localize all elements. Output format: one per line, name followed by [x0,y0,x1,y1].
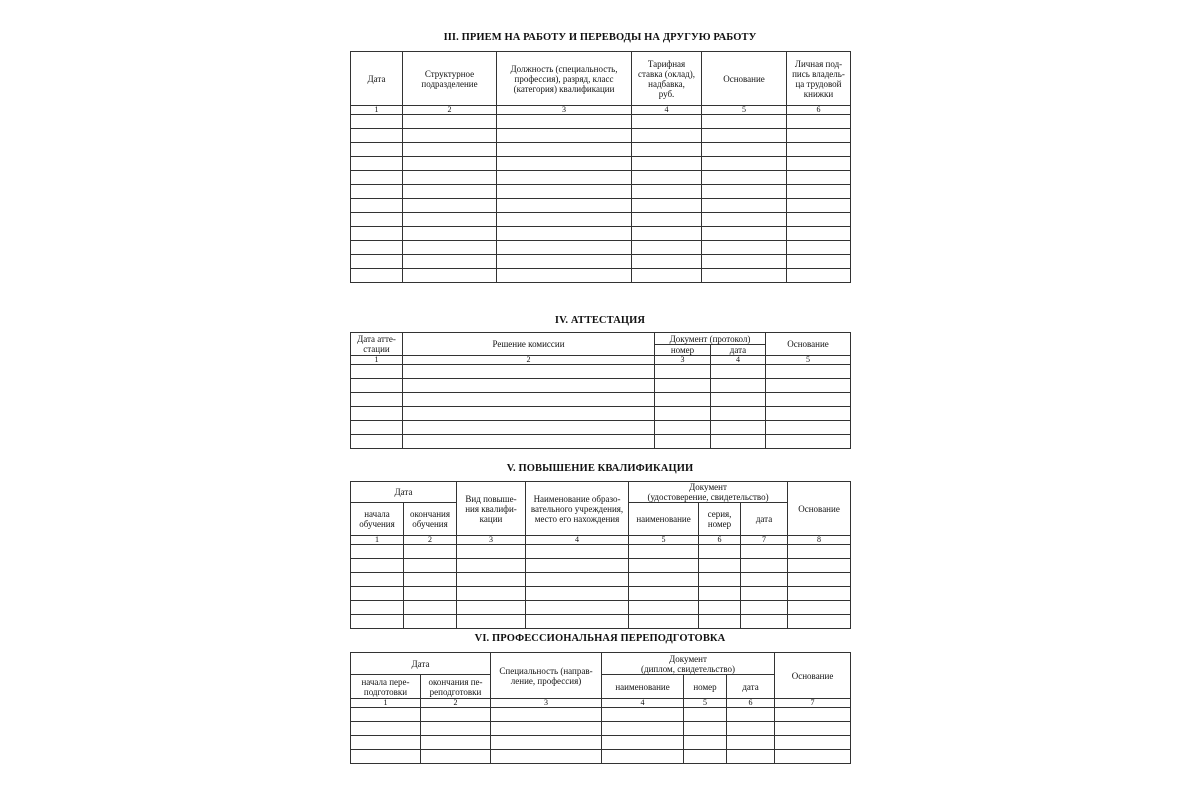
cell[interactable] [766,393,851,407]
qualification-upgrade-table [350,481,851,629]
cell[interactable] [457,615,526,629]
cell[interactable] [351,407,403,421]
cell[interactable] [727,736,775,750]
section-3-title: III. ПРИЕМ НА РАБОТУ И ПЕРЕВОДЫ НА ДРУГУЮ РАБОТУ [443,32,757,43]
cell[interactable] [775,708,851,722]
cell[interactable] [741,615,788,629]
col-header-number: номер [655,345,711,356]
table-row[interactable] [351,269,851,283]
cell[interactable] [629,573,699,587]
cell[interactable] [403,213,497,227]
cell[interactable] [526,559,629,573]
col-number: 1 [351,536,404,545]
cell[interactable] [457,573,526,587]
cell[interactable] [457,559,526,573]
cell[interactable] [351,379,403,393]
cell[interactable] [491,708,602,722]
table-row[interactable] [351,255,851,269]
cell[interactable] [702,269,787,283]
cell[interactable] [403,255,497,269]
cell[interactable] [526,615,629,629]
blank-rows [351,708,851,764]
table-row[interactable] [351,143,851,157]
cell[interactable] [699,587,741,601]
cell[interactable] [497,269,632,283]
cell[interactable] [787,143,851,157]
cell[interactable] [655,435,711,449]
table-row[interactable] [351,365,851,379]
table-row[interactable] [351,601,851,615]
cell[interactable] [702,115,787,129]
cell[interactable] [403,227,497,241]
cell[interactable] [699,573,741,587]
cell[interactable] [787,171,851,185]
cell[interactable] [655,379,711,393]
col-number: 4 [711,356,766,365]
cell[interactable] [403,393,655,407]
col-number: 5 [684,699,727,708]
col-number: 4 [632,106,702,115]
cell[interactable] [787,199,851,213]
cell[interactable] [787,185,851,199]
cell[interactable] [787,269,851,283]
cell[interactable] [497,115,632,129]
cell[interactable] [655,393,711,407]
cell[interactable] [787,129,851,143]
col-number: 6 [787,106,851,115]
cell[interactable] [629,545,699,559]
table-row[interactable] [351,241,851,255]
col-header-doc-date: дата [741,503,788,536]
col-number: 2 [403,356,655,365]
cell[interactable] [403,435,655,449]
header-row [351,482,851,503]
col-header-end: окончания пе- реподготовки [421,675,491,699]
col-header-document: Документ (удостоверение, свидетельство) [629,482,788,503]
cell[interactable] [491,722,602,736]
column-number-row [351,356,851,365]
cell[interactable] [775,722,851,736]
table-row[interactable] [351,407,851,421]
cell[interactable] [403,407,655,421]
cell[interactable] [741,559,788,573]
cell[interactable] [766,379,851,393]
col-number: 6 [727,699,775,708]
cell[interactable] [497,171,632,185]
table-row[interactable] [351,171,851,185]
cell[interactable] [766,435,851,449]
col-header-basis: Основание [788,482,851,536]
col-header-doc-date: дата [727,675,775,699]
cell[interactable] [711,365,766,379]
cell[interactable] [351,129,403,143]
cell[interactable] [702,199,787,213]
cell[interactable] [684,750,727,764]
cell[interactable] [699,545,741,559]
table-row[interactable] [351,115,851,129]
cell[interactable] [351,708,421,722]
cell[interactable] [351,171,403,185]
table-row[interactable] [351,129,851,143]
table-row[interactable] [351,393,851,407]
col-header-date: Дата [351,52,403,106]
table-row[interactable] [351,559,851,573]
cell[interactable] [497,157,632,171]
cell[interactable] [655,407,711,421]
cell[interactable] [403,171,497,185]
cell[interactable] [351,601,404,615]
cell[interactable] [351,421,403,435]
cell[interactable] [702,241,787,255]
col-number: 2 [404,536,457,545]
cell[interactable] [632,157,702,171]
cell[interactable] [602,750,684,764]
cell[interactable] [711,435,766,449]
col-header-document: Документ (протокол) [655,333,766,345]
col-number: 2 [421,699,491,708]
cell[interactable] [403,241,497,255]
cell[interactable] [684,736,727,750]
cell[interactable] [403,421,655,435]
table-row[interactable] [351,213,851,227]
cell[interactable] [351,157,403,171]
cell[interactable] [351,545,404,559]
cell[interactable] [351,365,403,379]
cell[interactable] [632,171,702,185]
cell[interactable] [497,185,632,199]
blank-rows [351,365,851,449]
cell[interactable] [766,365,851,379]
cell[interactable] [787,115,851,129]
cell[interactable] [727,722,775,736]
cell[interactable] [727,750,775,764]
col-number: 4 [526,536,629,545]
cell[interactable] [602,708,684,722]
cell[interactable] [788,573,851,587]
table-row[interactable] [351,199,851,213]
col-number: 7 [775,699,851,708]
col-number: 3 [497,106,632,115]
cell[interactable] [351,213,403,227]
col-header-rate: Тарифная ставка (оклад), надбавка, руб. [632,52,702,106]
table-row[interactable] [351,379,851,393]
cell[interactable] [403,157,497,171]
cell[interactable] [351,559,404,573]
header-row [351,653,851,675]
col-header-kind: Вид повыше- ния квалифи- кации [457,482,526,536]
cell[interactable] [403,379,655,393]
table-row[interactable] [351,421,851,435]
cell[interactable] [404,545,457,559]
col-header-position: Должность (специальность, профессия), разряд, класс (категория) квалификации [497,52,632,106]
cell[interactable] [351,227,403,241]
cell[interactable] [526,587,629,601]
col-header-end: окончания обучения [404,503,457,536]
col-header-date: Дата атте- стации [351,333,403,356]
table-row[interactable] [351,722,851,736]
cell[interactable] [788,587,851,601]
col-number: 2 [403,106,497,115]
section-5-title: V. ПОВЫШЕНИЕ КВАЛИФИКАЦИИ [506,463,694,474]
cell[interactable] [632,185,702,199]
cell[interactable] [766,407,851,421]
col-header-basis: Основание [766,333,851,356]
cell[interactable] [787,255,851,269]
col-header-doc-date: дата [711,345,766,356]
col-number: 8 [788,536,851,545]
col-header-date: Дата [351,653,491,675]
cell[interactable] [403,185,497,199]
col-header-basis: Основание [702,52,787,106]
col-header-date: Дата [351,482,457,503]
cell[interactable] [699,559,741,573]
col-number: 1 [351,699,421,708]
cell[interactable] [403,365,655,379]
cell[interactable] [351,269,403,283]
cell[interactable] [497,227,632,241]
cell[interactable] [497,213,632,227]
cell[interactable] [788,601,851,615]
col-header-start: начала пере- подготовки [351,675,421,699]
col-number: 3 [655,356,711,365]
cell[interactable] [632,115,702,129]
attestation-table [350,332,851,449]
cell[interactable] [629,587,699,601]
cell[interactable] [711,393,766,407]
col-header-start: начала обучения [351,503,404,536]
col-number: 1 [351,356,403,365]
retraining-table [350,652,851,764]
cell[interactable] [351,241,403,255]
cell[interactable] [403,115,497,129]
cell[interactable] [629,601,699,615]
cell[interactable] [404,573,457,587]
cell[interactable] [497,143,632,157]
cell[interactable] [741,545,788,559]
cell[interactable] [497,129,632,143]
table-row[interactable] [351,708,851,722]
cell[interactable] [787,213,851,227]
cell[interactable] [766,421,851,435]
cell[interactable] [526,545,629,559]
cell[interactable] [526,601,629,615]
cell[interactable] [632,255,702,269]
cell[interactable] [457,545,526,559]
cell[interactable] [702,185,787,199]
cell[interactable] [526,573,629,587]
cell[interactable] [403,199,497,213]
cell[interactable] [351,185,403,199]
cell[interactable] [421,736,491,750]
cell[interactable] [351,722,421,736]
cell[interactable] [702,157,787,171]
cell[interactable] [497,255,632,269]
cell[interactable] [711,407,766,421]
cell[interactable] [788,545,851,559]
cell[interactable] [787,241,851,255]
col-header-institution: Наименование образо- вательного учреждения, место его нахождения [526,482,629,536]
col-number: 3 [491,699,602,708]
col-header-specialty: Специальность (направ- ление, профессия) [491,653,602,699]
col-header-basis: Основание [775,653,851,699]
cell[interactable] [632,129,702,143]
cell[interactable] [403,269,497,283]
col-number: 5 [702,106,787,115]
col-number: 5 [766,356,851,365]
cell[interactable] [351,750,421,764]
section-6-title: VI. ПРОФЕССИОНАЛЬНАЯ ПЕРЕПОДГОТОВКА [474,633,726,644]
cell[interactable] [457,601,526,615]
col-header-series: серия, номер [699,503,741,536]
cell[interactable] [702,143,787,157]
cell[interactable] [655,421,711,435]
cell[interactable] [684,708,727,722]
cell[interactable] [655,365,711,379]
cell[interactable] [632,269,702,283]
cell[interactable] [351,115,403,129]
cell[interactable] [775,736,851,750]
cell[interactable] [629,615,699,629]
table-row[interactable] [351,227,851,241]
cell[interactable] [602,736,684,750]
column-number-row [351,106,851,115]
cell[interactable] [351,587,404,601]
table-row[interactable] [351,587,851,601]
column-number-row [351,699,851,708]
table-row[interactable] [351,545,851,559]
table-row[interactable] [351,573,851,587]
header-row [351,333,851,345]
cell[interactable] [351,615,404,629]
col-header-number: номер [684,675,727,699]
cell[interactable] [351,255,403,269]
cell[interactable] [629,559,699,573]
cell[interactable] [702,171,787,185]
cell[interactable] [351,143,403,157]
cell[interactable] [711,379,766,393]
cell[interactable] [497,199,632,213]
hiring-transfers-table [350,51,851,283]
col-number: 1 [351,106,403,115]
cell[interactable] [699,601,741,615]
cell[interactable] [491,736,602,750]
cell[interactable] [351,393,403,407]
cell[interactable] [702,129,787,143]
cell[interactable] [741,573,788,587]
cell[interactable] [711,421,766,435]
col-number: 4 [602,699,684,708]
cell[interactable] [421,722,491,736]
col-header-decision: Решение комиссии [403,333,655,356]
col-number: 7 [741,536,788,545]
cell[interactable] [702,255,787,269]
cell[interactable] [351,199,403,213]
cell[interactable] [702,227,787,241]
cell[interactable] [741,587,788,601]
cell[interactable] [632,143,702,157]
cell[interactable] [788,615,851,629]
cell[interactable] [404,587,457,601]
cell[interactable] [632,241,702,255]
col-header-signature: Личная под- пись владель- ца трудовой книжки [787,52,851,106]
cell[interactable] [457,587,526,601]
cell[interactable] [403,143,497,157]
col-header-doc-name: наименование [629,503,699,536]
cell[interactable] [787,227,851,241]
cell[interactable] [404,601,457,615]
cell[interactable] [404,559,457,573]
table-row[interactable] [351,435,851,449]
cell[interactable] [787,157,851,171]
cell[interactable] [788,559,851,573]
col-number: 5 [629,536,699,545]
col-header-department: Структурное подразделение [403,52,497,106]
table-row[interactable] [351,157,851,171]
section-4-title: IV. АТТЕСТАЦИЯ [554,315,646,326]
cell[interactable] [403,129,497,143]
cell[interactable] [699,615,741,629]
col-header-document: Документ (диплом, свидетельство) [602,653,775,675]
table-row[interactable] [351,185,851,199]
cell[interactable] [632,213,702,227]
cell[interactable] [741,601,788,615]
table-row[interactable] [351,736,851,750]
cell[interactable] [491,750,602,764]
cell[interactable] [421,750,491,764]
col-header-doc-name: наименование [602,675,684,699]
cell[interactable] [702,213,787,227]
cell[interactable] [351,573,404,587]
cell[interactable] [684,722,727,736]
cell[interactable] [351,435,403,449]
cell[interactable] [775,750,851,764]
cell[interactable] [632,227,702,241]
column-number-row [351,536,851,545]
cell[interactable] [497,241,632,255]
blank-rows [351,545,851,629]
header-row [351,52,851,106]
cell[interactable] [351,736,421,750]
cell[interactable] [727,708,775,722]
blank-rows [351,115,851,283]
cell[interactable] [421,708,491,722]
table-row[interactable] [351,750,851,764]
col-number: 3 [457,536,526,545]
cell[interactable] [602,722,684,736]
cell[interactable] [632,199,702,213]
table-row[interactable] [351,615,851,629]
col-number: 6 [699,536,741,545]
cell[interactable] [404,615,457,629]
